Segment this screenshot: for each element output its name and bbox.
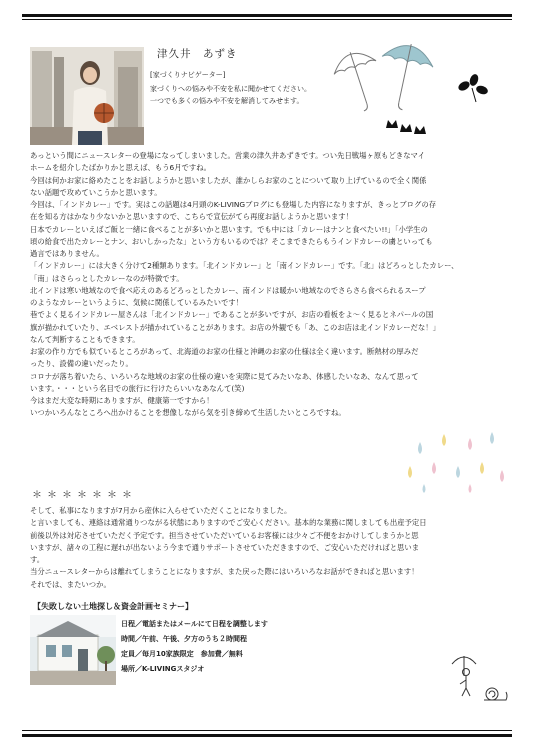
intro-line: 一つでも多くの悩みや不安を解消してみせます。 — [150, 97, 304, 105]
body-line: 頃の給食で出たカレーとナン、おいしかったな」という方もいるのでは？そこまできたらもうインドカレーの虜といっても — [30, 236, 433, 246]
raindrop-icon — [490, 432, 494, 444]
section-divider-stars: ＊＊＊＊＊＊＊ — [32, 490, 137, 501]
body-line: す。 — [30, 555, 45, 564]
body-line: ホームを紹介したばかりかと思えば、もう6月ですね。 — [30, 163, 211, 173]
raindrop-icon — [432, 462, 436, 474]
body-line: 過言ではありません。 — [30, 249, 104, 258]
staff-intro — [150, 83, 311, 107]
body-line: ったり、設備の違いだったり。 — [30, 359, 133, 369]
staff-name: 津久井 あずき — [157, 48, 238, 60]
raindrop-icon — [442, 434, 446, 446]
intro-line: 家づくりへの悩みや不安を私に聞かせてください。 — [150, 85, 311, 93]
umbrella-illustration — [322, 36, 522, 148]
announcement-body — [30, 505, 508, 591]
umbrella-figure-snail-illustration — [448, 650, 512, 706]
crown-icon — [400, 124, 412, 132]
umbrella-icon — [372, 39, 437, 114]
body-line: それでは、またいつか。 — [30, 579, 111, 589]
body-line: 旗が描かれていたり、エベレストが描かれていることがあります。お店の外観でも「あ、このお店は北インドカレーだな！」 — [30, 322, 440, 332]
article-body — [30, 150, 508, 420]
body-line: 「インドカレー」には大きく分けて2種類あります。「北インドカレー」と「南インドカレー」です。「北」はどろっとしたカレー、 — [30, 261, 459, 271]
body-line: なんて判断することもできます。 — [30, 334, 140, 344]
body-line: いつかいろんなところへ出かけることを想像しながら気を引き締めて生活したいところですね。 — [30, 408, 346, 418]
seminar-line: 定員／毎月10家族限定 参加費／無料 — [121, 650, 243, 658]
raindrop-icon — [456, 466, 460, 478]
body-line: 当分ニュースレターからは離れてしまうことになりますが、また戻った際にはいろいろなお話ができればと思います！ — [30, 567, 419, 577]
crown-icon — [414, 126, 426, 134]
body-line: そして、私事になりますが7月から産休に入らせていただくことになりました。 — [30, 506, 292, 515]
crown-icon — [386, 120, 398, 128]
body-line: 「南」はさらっとしたカレーなのが特徴です。 — [30, 273, 184, 283]
top-double-rule-thin — [22, 19, 512, 20]
raindrop-icon — [423, 484, 426, 493]
body-line: のようなカレーというように、気候に関係しているみたいです！ — [30, 298, 243, 307]
body-line: 日本でカレーといえばご飯と一緒に食べることが多いかと思います。でも中には「カレーはナンと食べたい!!」「小学生の — [30, 224, 428, 234]
body-line: 在を知る方はかなり少ないかと思いますので、こちらで宣伝がてら再度お話しようかと思います！ — [30, 212, 353, 222]
studio-photo — [30, 615, 116, 685]
body-line: 今はまだ大変な時期にありますが、健康第一ですから！ — [30, 396, 214, 405]
seminar-line: 場所／K-LIVINGスタジオ — [121, 665, 205, 673]
seminar-details — [121, 617, 268, 677]
seminar-line: 日程／電話またはメールにて日程を調整します — [121, 620, 268, 628]
raindrop-icon — [418, 442, 422, 454]
person-icon — [460, 669, 470, 697]
leaf-icon — [457, 73, 489, 102]
bottom-double-rule-thin — [22, 730, 512, 731]
body-line: コロナが落ち着いたら、いろいろな地域のお家の仕様の違いを実際に見てみたいなあ、体感したいなあ、なんて思って — [30, 371, 419, 381]
profile-photo — [30, 47, 144, 145]
body-line: いますが、諸々の工程に遅れが出ないよう今まで通りサポートさせていただきますので、ご安心いただければと思いま — [30, 542, 420, 552]
body-line: ない話題で攻めていこうかと思います。 — [30, 187, 162, 197]
body-line: と言いましても、連絡は通常通りつながる状態にありますのでご安心ください。基本的な業務に関しましても出産予定日 — [30, 518, 427, 528]
body-line: 今回は、「インドカレー」です。実はこの話題は4月頭のK-LIVINGブログにも登場した内容になりますが、きっとブログの存 — [30, 200, 437, 209]
seminar-title: 【失敗しない土地探し＆資金計画セミナー】 — [33, 602, 193, 611]
top-double-rule-thick — [22, 14, 512, 17]
staff-role: [家づくりナビゲーター] — [150, 71, 226, 79]
seminar-line: 時間／午前、午後、夕方のうち２時間程 — [121, 635, 247, 643]
body-line: 今回は何かお家に絡めたことをお話しようかと思いましたが、誰かしらお家のことについて取り上げているので全く関係 — [30, 175, 427, 185]
body-line: 北インドは寒い地域なので食べ応えのあるどろっとしたカレー、南インドは暖かい地域なのでさらさら食べられるスープ — [30, 285, 426, 295]
raindrop-icon — [480, 462, 484, 474]
body-line: あっという間にニュースレターの登場になってしまいました。営業の津久井あずきです。つい先日戦場ヶ原もどきなマイ — [30, 151, 426, 160]
body-line: お家の作り方でも似ているところがあって、北海道のお家の仕様と沖縄のお家の仕様は全く違います。断熱材の厚みだ — [30, 347, 419, 356]
snail-icon — [484, 688, 507, 700]
raindrops-illustration — [400, 428, 510, 498]
umbrella-icon — [329, 45, 389, 116]
body-line: 前後以外は対応させていただく予定です。担当させていただいているお客様には少々ご不便をおかけしてしまうかと思 — [30, 530, 419, 540]
raindrop-icon — [500, 470, 504, 482]
body-line: います。・・・という名目での旅行に行けたらいいなあなんて(笑) — [30, 383, 245, 393]
raindrop-icon — [408, 466, 412, 478]
raindrop-icon — [468, 438, 472, 450]
raindrop-icon — [469, 484, 472, 493]
umbrella-icon — [452, 656, 476, 676]
bottom-double-rule-thick — [22, 734, 512, 737]
body-line: 巷でよく見るインドカレー屋さんは「北インドカレー」であることが多いですが、お店の看板をよ～く見るとネパールの国 — [30, 310, 434, 320]
